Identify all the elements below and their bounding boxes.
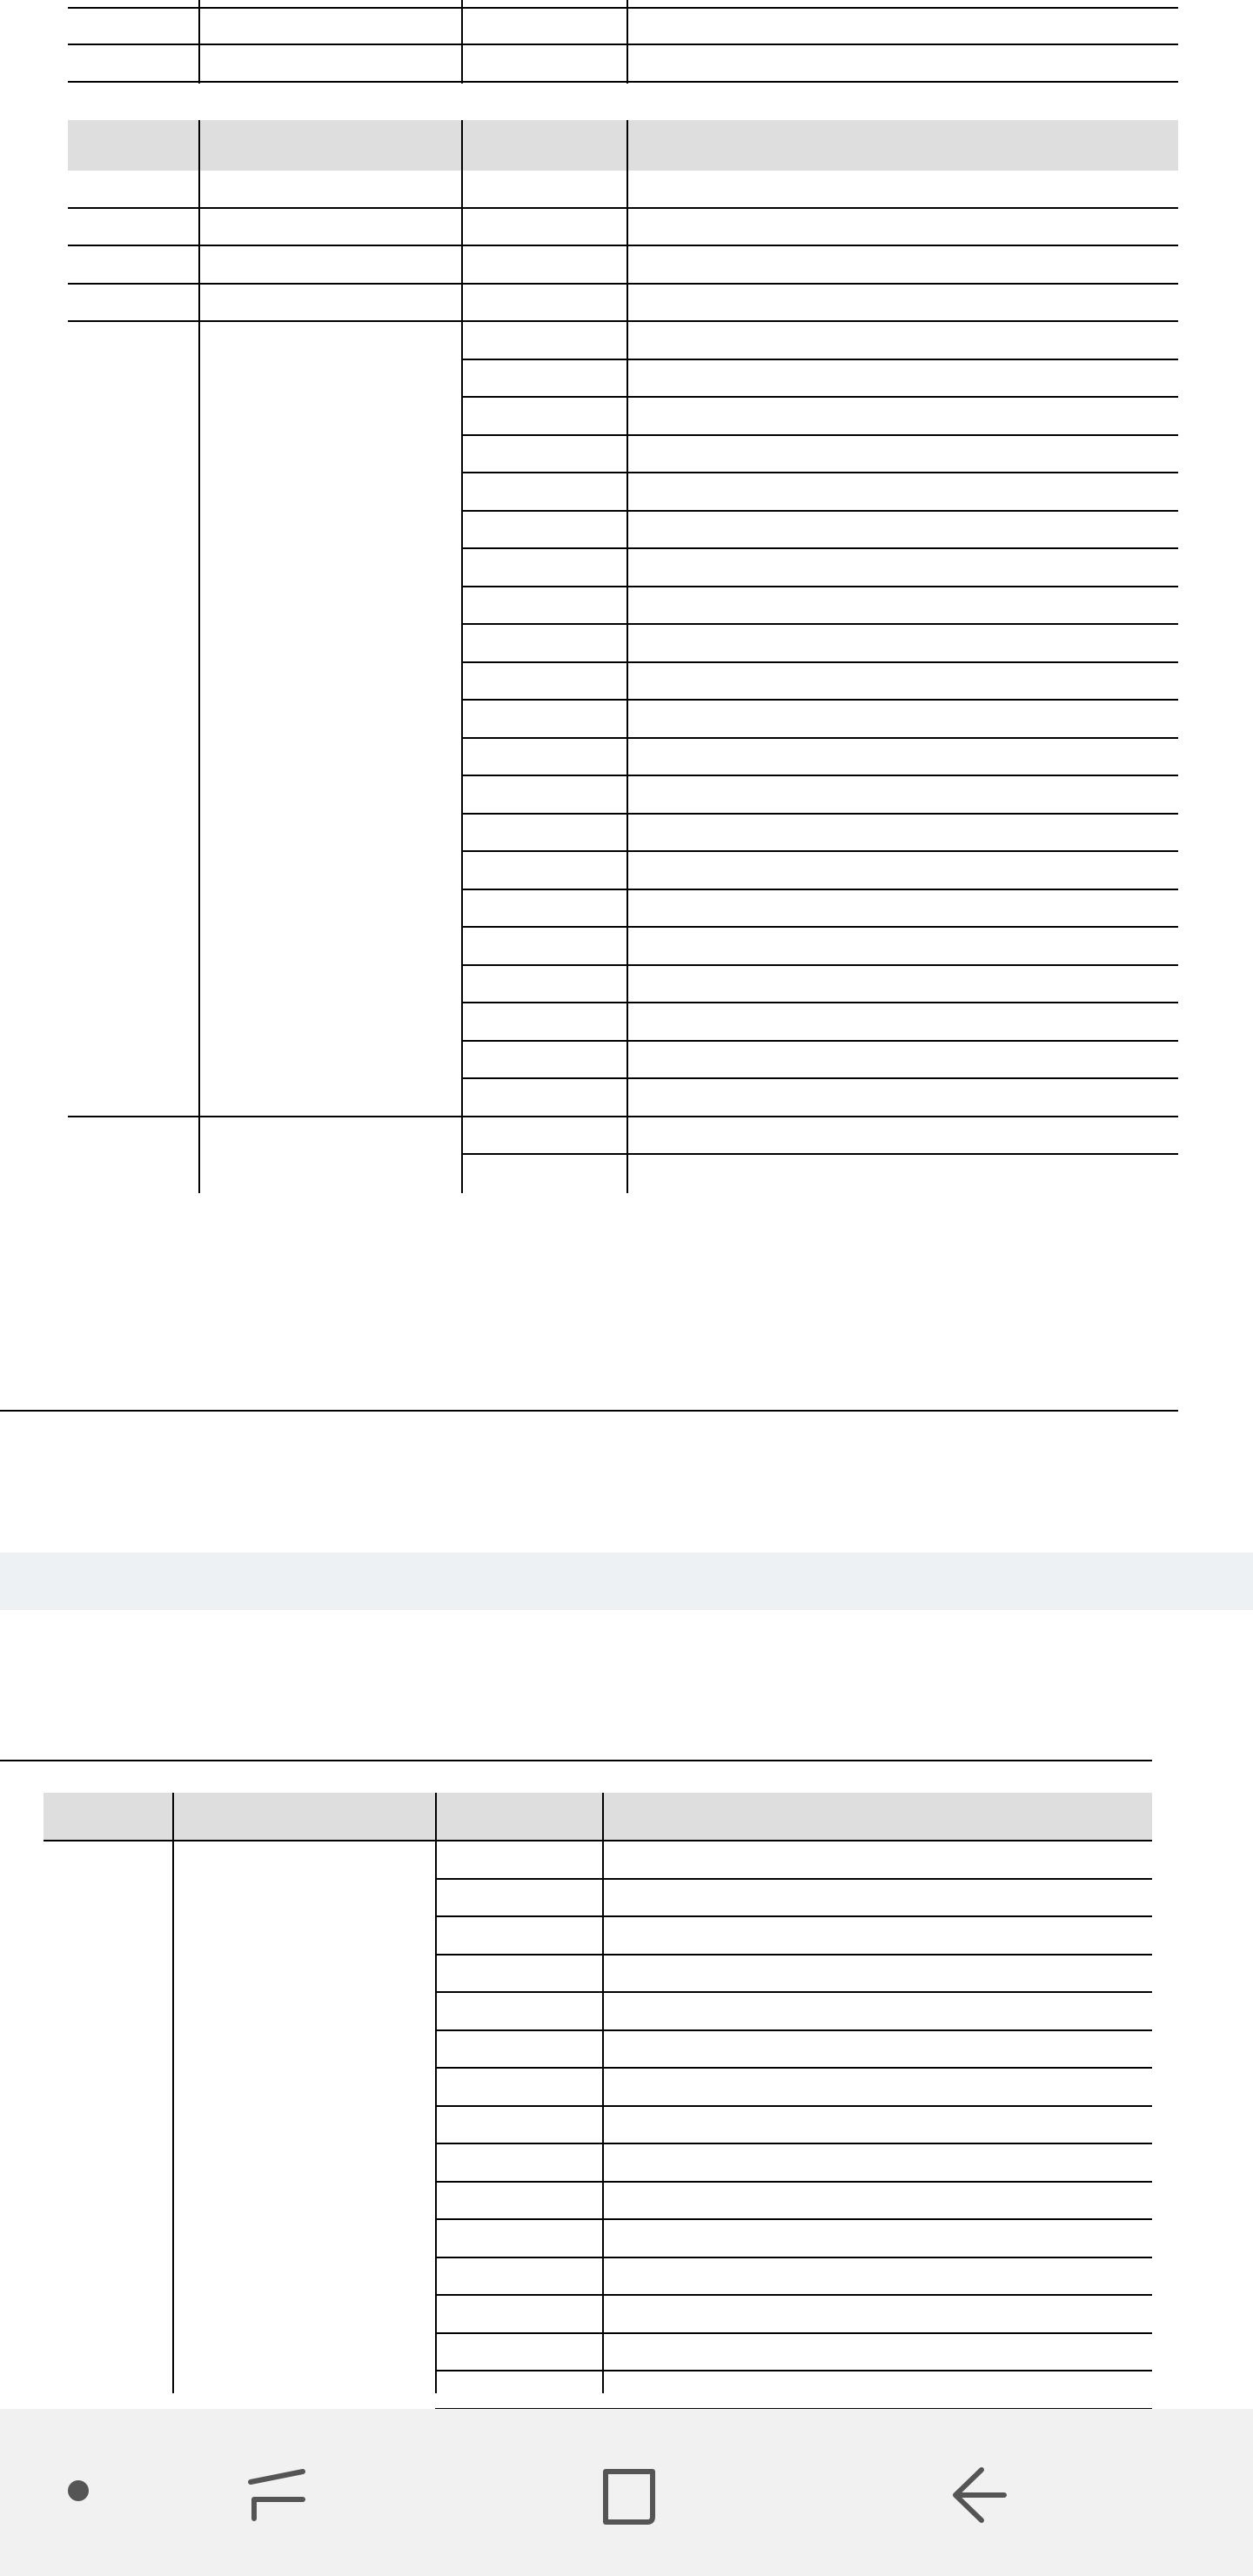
row-divider <box>461 510 1178 512</box>
column-divider <box>461 1117 463 1193</box>
column-divider <box>435 1793 437 2393</box>
column-divider <box>198 120 200 322</box>
row-divider <box>435 2332 1152 2334</box>
row-divider <box>461 1153 1178 1155</box>
dot-icon[interactable] <box>68 2480 89 2501</box>
row-divider <box>68 44 1178 45</box>
row-divider <box>435 2105 1152 2107</box>
column-divider <box>172 1793 174 2393</box>
back-icon[interactable] <box>947 2465 1011 2526</box>
row-divider <box>44 1840 1152 1841</box>
row-divider <box>68 245 1178 246</box>
row-divider <box>0 1760 1152 1761</box>
row-divider <box>461 1040 1178 1042</box>
row-divider <box>461 547 1178 549</box>
table-header-row <box>44 1793 1152 1841</box>
row-divider <box>461 434 1178 436</box>
row-divider <box>461 623 1178 625</box>
column-divider <box>626 0 628 84</box>
row-divider <box>461 813 1178 815</box>
column-divider <box>626 120 628 322</box>
row-divider <box>461 699 1178 701</box>
system-navigation-bar <box>0 2409 1253 2576</box>
row-divider <box>435 2067 1152 2069</box>
row-divider <box>461 359 1178 360</box>
row-divider <box>0 1410 1178 1412</box>
row-divider <box>461 586 1178 587</box>
column-divider <box>461 0 463 84</box>
row-divider <box>435 2143 1152 2144</box>
row-divider <box>435 2257 1152 2258</box>
row-divider <box>435 1915 1152 1917</box>
column-divider <box>198 0 200 84</box>
column-divider <box>461 120 463 322</box>
page-separator <box>0 1553 1253 1610</box>
document-page-2 <box>0 1610 1253 2409</box>
row-divider <box>461 1077 1178 1079</box>
row-divider <box>435 1991 1152 1993</box>
row-divider <box>435 2370 1152 2371</box>
row-divider <box>461 850 1178 852</box>
table-header-row <box>68 120 1178 171</box>
row-divider <box>68 81 1178 83</box>
row-divider <box>461 775 1178 776</box>
column-divider <box>198 322 200 1117</box>
row-divider <box>435 2218 1152 2220</box>
row-divider <box>68 283 1178 285</box>
row-divider <box>68 320 1178 322</box>
column-divider <box>198 1117 200 1193</box>
row-divider <box>68 7 1178 9</box>
recent-apps-icon[interactable] <box>245 2465 310 2526</box>
row-divider <box>435 2181 1152 2183</box>
column-divider <box>461 322 463 1117</box>
column-divider <box>626 322 628 1117</box>
home-icon[interactable] <box>597 2465 661 2529</box>
column-divider <box>602 1793 604 2393</box>
row-divider <box>461 889 1178 890</box>
row-divider <box>68 207 1178 209</box>
row-divider <box>461 661 1178 663</box>
row-divider <box>461 1002 1178 1003</box>
row-divider <box>461 396 1178 398</box>
row-divider <box>461 964 1178 966</box>
row-divider <box>461 737 1178 739</box>
row-divider <box>435 1954 1152 1955</box>
row-divider <box>461 472 1178 473</box>
column-divider <box>626 1117 628 1193</box>
row-divider <box>435 2294 1152 2296</box>
row-divider <box>435 1878 1152 1880</box>
row-divider <box>435 2029 1152 2031</box>
row-divider <box>68 1116 1178 1117</box>
row-divider <box>461 926 1178 928</box>
